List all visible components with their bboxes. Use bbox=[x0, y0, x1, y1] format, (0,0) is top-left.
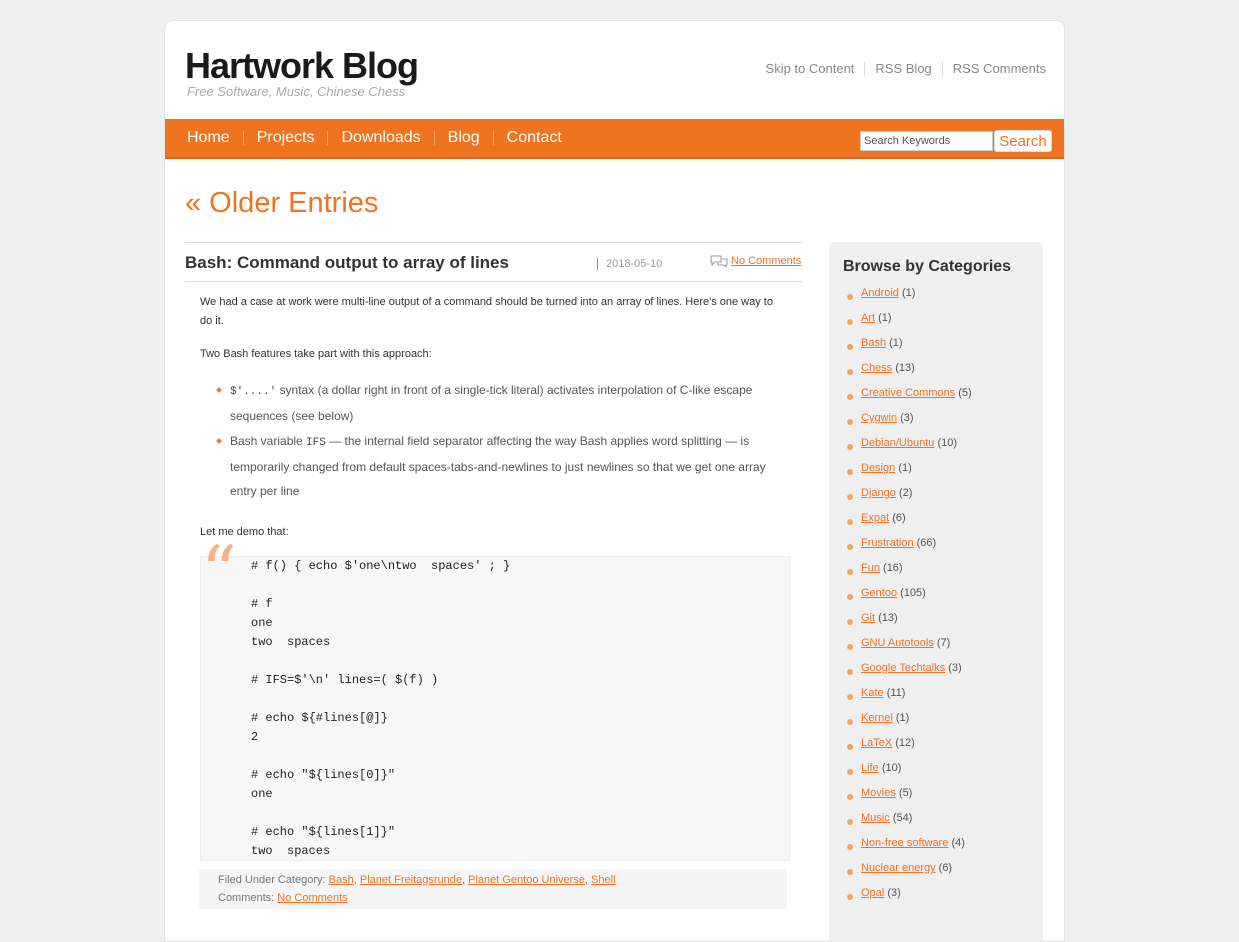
category-link[interactable]: Django bbox=[861, 487, 896, 499]
category-item bbox=[847, 887, 972, 912]
bullet-icon bbox=[847, 569, 853, 575]
category-link[interactable]: Life bbox=[861, 762, 879, 774]
category-item bbox=[847, 737, 972, 762]
bullet-icon bbox=[847, 294, 853, 300]
category-link[interactable]: Google Techtalks bbox=[861, 662, 946, 674]
category-item bbox=[847, 437, 972, 462]
features-intro: Two Bash features take part with this approach: bbox=[200, 348, 432, 360]
filed-under-row: Filed Under Category: Bash, Planet Freitagsrunde, Planet Gentoo Universe, Shell bbox=[218, 874, 616, 886]
category-link[interactable]: Movies bbox=[861, 787, 896, 799]
bullet-icon bbox=[847, 894, 853, 900]
category-link[interactable]: GNU Autotools bbox=[861, 637, 934, 649]
category-link[interactable]: Gentoo bbox=[861, 587, 898, 599]
category-count: (1) bbox=[889, 337, 903, 349]
category-count: (6) bbox=[892, 512, 906, 524]
category-list bbox=[847, 287, 972, 912]
main-navbar bbox=[165, 119, 1064, 159]
nav-contact[interactable]: Contact bbox=[493, 131, 575, 145]
category-link[interactable]: Expat bbox=[861, 512, 890, 524]
bullet-icon bbox=[847, 694, 853, 700]
category-link[interactable]: Opal bbox=[861, 887, 885, 899]
category-link[interactable]: Debian/Ubuntu bbox=[861, 437, 935, 449]
bullet-icon bbox=[847, 519, 853, 525]
filed-under-label: Filed Under Category: bbox=[218, 874, 329, 886]
category-link[interactable]: Kate bbox=[861, 687, 884, 699]
category-link[interactable]: Chess bbox=[861, 362, 893, 374]
bullet-icon bbox=[847, 444, 853, 450]
sidebar-title: Browse by Categories bbox=[843, 258, 1012, 275]
footer-comments-row bbox=[218, 889, 348, 907]
bullet-icon bbox=[847, 469, 853, 475]
category-count: (1) bbox=[898, 462, 912, 474]
bullet-icon bbox=[847, 769, 853, 775]
category-item bbox=[847, 462, 972, 487]
features-list bbox=[200, 378, 788, 503]
bullet-icon bbox=[847, 869, 853, 875]
nav-blog[interactable]: Blog bbox=[434, 131, 493, 145]
category-link[interactable]: Git bbox=[861, 612, 876, 624]
bullet-icon bbox=[847, 594, 853, 600]
quote-icon: “ bbox=[201, 531, 237, 613]
code-text: # f() { echo $'one\ntwo spaces' ; } # f one two spaces # IFS=$'\n' lines=( $(f) ) # echo ${#lines[@]} 2 # echo "${lines[0]}" one # echo "${lines[1]}" two spaces bbox=[251, 559, 511, 858]
nav-home[interactable]: Home bbox=[187, 129, 230, 146]
search-button[interactable]: Search bbox=[994, 130, 1052, 152]
category-count: (1) bbox=[895, 712, 910, 724]
category-item bbox=[847, 762, 972, 787]
category-count: (54) bbox=[892, 812, 913, 824]
category-item bbox=[847, 687, 972, 712]
code-inline: IFS bbox=[306, 437, 326, 449]
footer-comments-link[interactable]: No Comments bbox=[277, 892, 348, 904]
category-item bbox=[847, 637, 972, 662]
feature-text: syntax (a dollar right in front of a single-tick literal) activates interpolation of C-like escape sequences (see below) bbox=[230, 383, 753, 423]
category-count: (1) bbox=[878, 312, 892, 324]
search-input[interactable] bbox=[860, 131, 993, 151]
category-link[interactable]: Kernel bbox=[861, 712, 893, 724]
site-title[interactable]: Hartwork Blog bbox=[185, 45, 419, 86]
category-item bbox=[847, 287, 972, 312]
skip-to-content-link[interactable]: Skip to Content bbox=[765, 61, 855, 76]
nav-menu bbox=[175, 119, 575, 157]
category-item bbox=[847, 487, 972, 512]
category-link[interactable]: Cygwin bbox=[861, 412, 898, 424]
category-count: (4) bbox=[951, 837, 965, 849]
category-item bbox=[847, 837, 972, 862]
code-inline: $'....' bbox=[230, 386, 277, 398]
post-footer bbox=[199, 869, 787, 909]
comments-icon bbox=[710, 255, 728, 269]
category-count: (10) bbox=[937, 437, 958, 449]
category-item bbox=[847, 812, 972, 837]
bullet-icon bbox=[847, 669, 853, 675]
post-date: 2018-05-10 bbox=[597, 258, 662, 270]
bullet-icon bbox=[847, 744, 853, 750]
rss-blog-link[interactable]: RSS Blog bbox=[864, 61, 941, 76]
post-body bbox=[185, 293, 803, 542]
category-link[interactable]: Creative Commons bbox=[861, 387, 956, 399]
category-item bbox=[847, 587, 972, 612]
footer-comments-label: Comments: bbox=[218, 892, 278, 904]
category-item bbox=[847, 862, 972, 887]
category-count: (3) bbox=[900, 412, 914, 424]
category-item bbox=[847, 312, 972, 337]
category-item bbox=[847, 362, 972, 387]
category-item bbox=[847, 337, 972, 362]
bullet-icon bbox=[847, 819, 853, 825]
category-item bbox=[847, 387, 972, 412]
category-count: (6) bbox=[938, 862, 953, 874]
feature-text: — the internal field separator affecting the way Bash applies word splitting — is temporarily changed from default spaces-tabs-and-newlines to just newlines so that we get one array entry per line bbox=[230, 434, 766, 498]
bullet-icon bbox=[847, 619, 853, 625]
category-count: (3) bbox=[887, 887, 901, 899]
category-link-shell[interactable]: Shell bbox=[591, 874, 616, 886]
category-link[interactable]: Art bbox=[861, 312, 876, 324]
rss-comments-link[interactable]: RSS Comments bbox=[942, 61, 1046, 76]
comments-link[interactable]: No Comments bbox=[731, 255, 802, 267]
category-item bbox=[847, 787, 972, 812]
category-link[interactable]: Design bbox=[861, 462, 896, 474]
feature-prefix: Bash variable bbox=[230, 434, 307, 448]
bullet-icon bbox=[847, 544, 853, 550]
category-link-planet-gentoo-universe[interactable]: Planet Gentoo Universe bbox=[468, 874, 585, 886]
category-link-bash[interactable]: Bash bbox=[328, 874, 354, 886]
category-count: (10) bbox=[881, 762, 902, 774]
bullet-icon bbox=[847, 394, 853, 400]
category-item bbox=[847, 712, 972, 737]
bullet-icon bbox=[847, 719, 853, 725]
bullet-icon bbox=[847, 794, 853, 800]
bullet-icon bbox=[847, 319, 853, 325]
older-entries-link[interactable]: « Older Entries bbox=[185, 187, 379, 219]
bullet-icon bbox=[847, 369, 853, 375]
post bbox=[185, 242, 803, 909]
category-item bbox=[847, 412, 972, 437]
category-count: (11) bbox=[886, 687, 906, 699]
category-item bbox=[847, 512, 972, 537]
category-count: (2) bbox=[898, 487, 913, 499]
category-link[interactable]: Frustration bbox=[861, 537, 914, 549]
category-item bbox=[847, 562, 972, 587]
sidebar bbox=[829, 242, 1043, 942]
category-link[interactable]: Music bbox=[861, 812, 890, 824]
category-count: (13) bbox=[895, 362, 915, 374]
category-count: (5) bbox=[958, 387, 972, 399]
category-count: (3) bbox=[948, 662, 962, 674]
category-link[interactable]: Bash bbox=[861, 337, 887, 349]
category-link[interactable]: Fun bbox=[861, 562, 880, 574]
category-link[interactable]: Android bbox=[861, 287, 899, 299]
nav-downloads[interactable]: Downloads bbox=[327, 131, 433, 145]
category-count: (105) bbox=[900, 587, 926, 599]
category-item bbox=[847, 537, 972, 562]
top-links bbox=[756, 61, 1046, 76]
nav-projects[interactable]: Projects bbox=[243, 131, 328, 145]
category-link[interactable]: Nuclear energy bbox=[861, 862, 936, 874]
bullet-icon bbox=[847, 344, 853, 350]
category-count: (1) bbox=[901, 287, 916, 299]
category-link[interactable]: LaTeX bbox=[861, 737, 893, 749]
bullet-icon bbox=[847, 644, 853, 650]
category-count: (66) bbox=[916, 537, 937, 549]
category-count: (16) bbox=[883, 562, 903, 574]
category-count: (7) bbox=[936, 637, 951, 649]
category-count: (12) bbox=[895, 737, 915, 749]
post-title[interactable]: Bash: Command output to array of lines bbox=[185, 253, 509, 272]
list-item bbox=[216, 378, 788, 428]
post-intro: We had a case at work were multi-line output of a command should be turned into an array of lines. Here's one way to do it. bbox=[200, 296, 773, 327]
category-count: (5) bbox=[898, 787, 913, 799]
bullet-icon bbox=[847, 844, 853, 850]
site-tagline: Free Software, Music, Chinese Chess bbox=[187, 84, 406, 99]
page-container bbox=[164, 20, 1065, 942]
category-link[interactable]: Non-free software bbox=[861, 837, 949, 849]
category-item bbox=[847, 612, 972, 637]
demo-intro: Let me demo that: bbox=[200, 526, 289, 538]
category-link-planet-freitagsrunde[interactable]: Planet Freitagsrunde bbox=[359, 874, 462, 886]
category-count: (13) bbox=[878, 612, 898, 624]
post-header bbox=[185, 242, 803, 282]
bullet-icon bbox=[847, 494, 853, 500]
bullet-icon bbox=[847, 419, 853, 425]
list-item bbox=[216, 429, 788, 503]
category-item bbox=[847, 662, 972, 687]
